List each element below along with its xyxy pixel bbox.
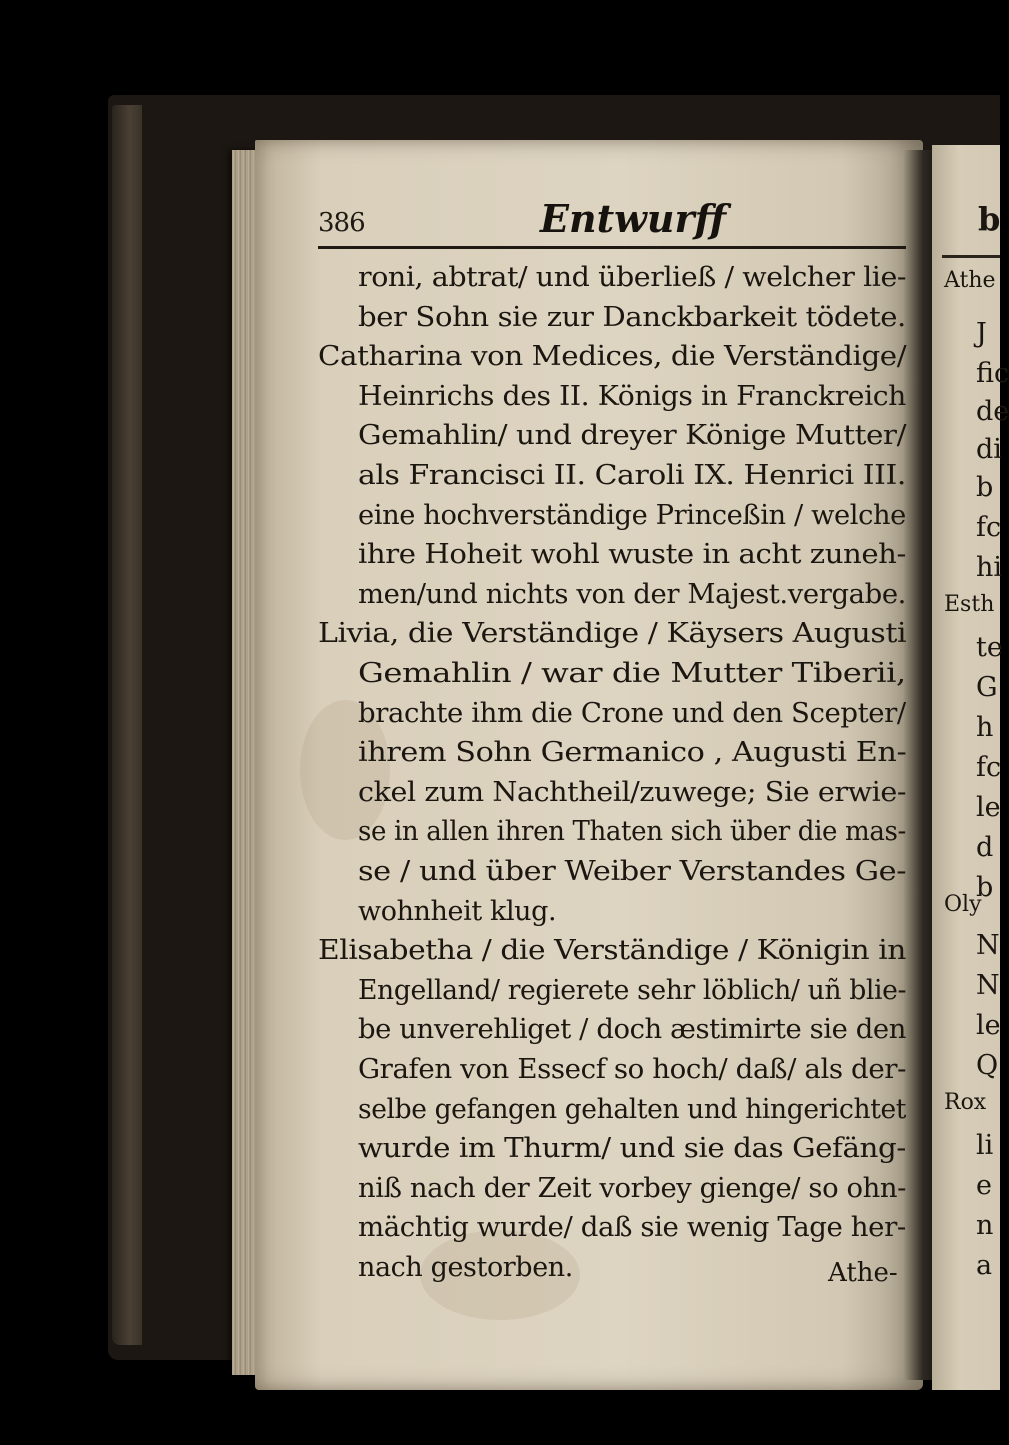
right-text-line: J — [976, 318, 987, 349]
right-text-line: G — [976, 672, 998, 703]
right-text-line: b — [976, 472, 994, 503]
text-line: Gemahlin/ und dreyer Könige Mutter/ — [358, 420, 907, 452]
right-text-line: Rox — [944, 1090, 987, 1115]
right-text-line: Oly — [944, 892, 982, 917]
text-line: Engelland/ regierete sehr löblich/ uñ blie- — [358, 974, 907, 1006]
right-text-line: Esth — [944, 592, 995, 617]
right-text-line: fc — [976, 512, 1002, 543]
text-line: be unverehliget / doch æstimirte sie den — [358, 1014, 907, 1046]
right-text-line: le — [976, 1010, 1001, 1041]
text-line: wohnheit klug. — [358, 895, 557, 927]
running-head: Entwurff — [540, 196, 726, 241]
text-line: nach gestorben. — [358, 1252, 573, 1283]
catchword: Athe- — [828, 1258, 898, 1288]
text-line: Livia, die Verständige / Käysers Augusti — [318, 618, 907, 650]
right-text-line: fic — [976, 358, 1009, 389]
text-line: se in allen ihren Thaten sich über die mas- — [358, 816, 906, 848]
text-line: Heinrichs des II. Königs in Franckreich — [358, 380, 906, 412]
header-rule — [318, 246, 906, 249]
right-text-line: te — [976, 632, 1003, 663]
right-text-line: de — [976, 396, 1009, 427]
right-text-line: Athe — [944, 268, 996, 293]
text-line: se / und über Weiber Verstandes Ge- — [358, 856, 907, 887]
text-line: brachte ihm die Crone und den Scepter/ — [358, 697, 906, 729]
book-spine — [112, 105, 142, 1345]
text-line: Elisabetha / die Verständige / Königin in — [318, 935, 907, 967]
text-line: ihrem Sohn Germanico , Augusti En- — [358, 737, 907, 769]
right-text-line: n — [976, 1210, 994, 1241]
text-line: wurde im Thurm/ und sie das Gefäng- — [358, 1133, 906, 1165]
text-line: ihre Hoheit wohl wuste in acht zuneh- — [358, 539, 906, 571]
right-text-line: a — [976, 1250, 993, 1281]
text-line: Catharina von Medices, die Verständige/ — [318, 341, 907, 373]
right-text-line: N — [976, 930, 1000, 961]
right-header-rule — [942, 255, 1000, 258]
text-line: men/und nichts von der Majest.vergabe. — [358, 578, 907, 610]
text-line: als Francisci II. Caroli IX. Henrici III. — [358, 460, 906, 491]
text-line: selbe gefangen gehalten und hingerichtet — [358, 1093, 907, 1125]
right-text-line: b — [976, 872, 994, 903]
right-text-line: hi — [976, 552, 1003, 583]
right-text-line: e — [976, 1170, 992, 1201]
right-text-line: h — [976, 712, 994, 743]
text-line: roni, abtrat/ und überließ / welcher lie- — [358, 262, 907, 293]
text-line: eine hochverständige Princeßin / welche — [358, 499, 906, 531]
right-text-line: le — [976, 792, 1001, 823]
right-text-line: fc — [976, 752, 1002, 783]
text-line: ber Sohn sie zur Danckbarkeit tödete. — [358, 301, 906, 333]
text-line: ckel zum Nachtheil/zuwege; Sie erwie- — [358, 776, 907, 808]
right-text-line: N — [976, 970, 1000, 1001]
text-line: mächtig wurde/ daß sie wenig Tage her- — [358, 1212, 906, 1244]
text-line: Gemahlin / war die Mutter Tiberii, — [358, 658, 906, 689]
right-text-line: Q — [976, 1050, 999, 1081]
text-line: Grafen von Essecf so hoch/ daß/ als der- — [358, 1054, 907, 1085]
page-number: 386 — [318, 208, 365, 238]
right-running-head: b — [978, 200, 1001, 238]
right-text-line: di — [976, 434, 1002, 465]
right-text-line: li — [976, 1130, 994, 1161]
text-line: niß nach der Zeit vorbey gienge/ so ohn- — [358, 1172, 907, 1204]
right-text-line: d — [976, 832, 994, 863]
